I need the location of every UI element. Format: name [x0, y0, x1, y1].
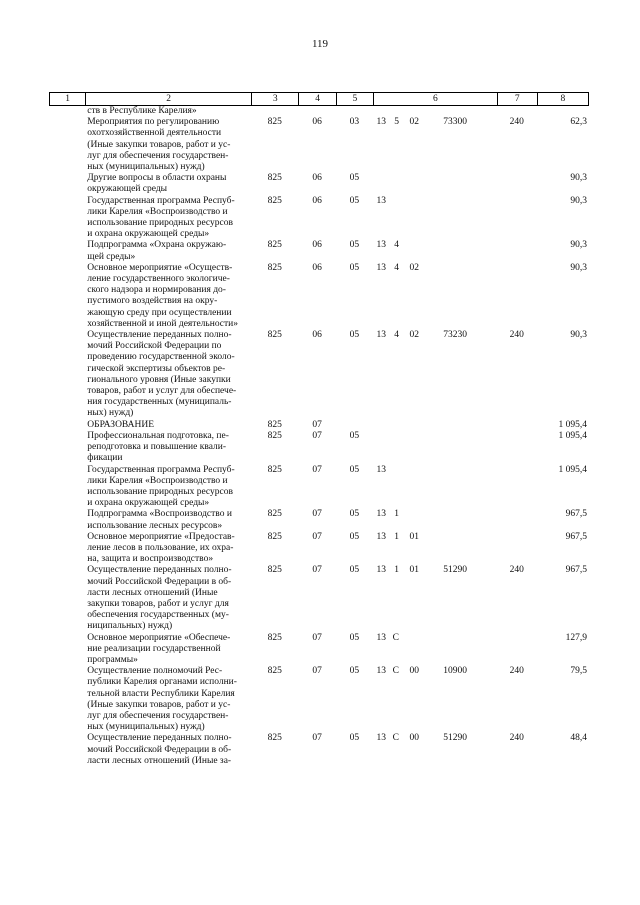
cell-target-article: [373, 117, 497, 173]
cell-section-code: 06: [312, 240, 322, 251]
cell-target-article: [373, 196, 497, 241]
cell-event-code: 01: [409, 531, 419, 542]
cell-program-code: 13: [376, 330, 386, 341]
cell-program-code: 13: [376, 531, 386, 542]
cell-expense-type: [497, 196, 537, 241]
cell-description: Основное мероприятие «Осуществ- ление государственного экологиче- ского надзора и нормирования до- пустимого воздействия на окру- жающую среду при осуществлении хозяйственной и иной деятельности»: [87, 262, 239, 329]
cell-amount: 90,3: [570, 195, 587, 206]
cell-section-code: 07: [312, 565, 322, 576]
cell-program-code: [373, 173, 386, 195]
cell-description: Осуществление полномочий Рес- публики Карелия органами исполни- тельной власти Республики Карелия (Иные закупки товаров, работ и ус- луг для обеспечения государствен- ных (муниципальных) нужд): [87, 666, 237, 733]
cell-program-code: 13: [376, 733, 386, 744]
table-row: [49, 330, 589, 420]
header-col-3: 3: [251, 93, 299, 105]
table-row: [49, 420, 589, 431]
cell-col-1: [49, 465, 85, 510]
cell-expense-type: [497, 263, 537, 330]
cell-ministry-code: 825: [267, 565, 282, 576]
cell-direction-code: [419, 263, 467, 330]
cell-description: Основное мероприятие «Обеспече- ние реализации государственной программы»: [87, 632, 231, 665]
table-row: [49, 565, 589, 632]
cell-event-code: [399, 240, 419, 262]
cell-direction-code: [419, 431, 467, 465]
header-col-8: 8: [537, 93, 589, 105]
cell-expense-type: 240: [509, 733, 524, 744]
table-row: [49, 196, 589, 241]
cell-subprogram-code: 4: [394, 330, 399, 341]
table-body: [49, 106, 589, 767]
cell-program-code: 13: [376, 666, 386, 677]
table-row: [49, 733, 589, 767]
cell-amount: 967,5: [565, 509, 587, 520]
cell-amount: 1 095,4: [558, 419, 587, 430]
cell-subsection-code: [336, 420, 373, 431]
cell-expense-type: 240: [509, 666, 524, 677]
cell-col-1: [49, 431, 85, 465]
cell-ministry-code: 825: [267, 531, 282, 542]
cell-program-code: [373, 106, 386, 117]
cell-target-article: [373, 633, 497, 667]
cell-subprogram-code: [386, 431, 399, 465]
cell-expense-type: 240: [509, 330, 524, 341]
cell-direction-code: 73300: [443, 117, 467, 128]
cell-target-article: [373, 420, 497, 431]
cell-subprogram-code: [386, 196, 399, 241]
cell-expense-type: [497, 420, 537, 431]
header-col-4: 4: [298, 93, 335, 105]
header-col-1: 1: [49, 93, 85, 105]
cell-col-1: [49, 532, 85, 566]
cell-expense-type: [497, 240, 537, 262]
cell-amount: 90,3: [570, 173, 587, 184]
cell-ministry-code: 825: [267, 195, 282, 206]
cell-col-1: [49, 633, 85, 667]
cell-subprogram-code: С: [392, 632, 399, 643]
cell-section-code: 07: [312, 666, 322, 677]
cell-target-article: [373, 106, 497, 117]
cell-event-code: [399, 173, 419, 195]
cell-ministry-code: 825: [267, 733, 282, 744]
cell-description: Мероприятия по регулированию охотхозяйственной деятельности (Иные закупки товаров, работ и ус- луг для обеспечения государствен- ных (муниципальных) нужд): [87, 117, 231, 173]
cell-col-1: [49, 117, 85, 173]
cell-direction-code: [419, 509, 467, 531]
cell-direction-code: [419, 240, 467, 262]
cell-amount: 48,4: [570, 733, 587, 744]
cell-program-code: 13: [376, 117, 386, 128]
cell-direction-code: [419, 196, 467, 241]
cell-section-code: 06: [312, 330, 322, 341]
cell-amount: 967,5: [565, 565, 587, 576]
cell-event-code: [399, 431, 419, 465]
cell-col-1: [49, 509, 85, 531]
cell-target-article: [373, 532, 497, 566]
cell-subsection-code: 05: [349, 666, 360, 677]
table-row: [49, 509, 589, 531]
cell-subsection-code: 05: [349, 509, 360, 520]
cell-event-code: [399, 465, 419, 510]
table-row: [49, 666, 589, 733]
cell-ministry-code: 825: [267, 430, 282, 441]
table-row: [49, 465, 589, 510]
header-col-7: 7: [497, 93, 537, 105]
cell-direction-code: 51290: [443, 733, 467, 744]
cell-program-code: 13: [376, 565, 386, 576]
cell-ministry-code: 825: [267, 419, 282, 430]
table-header-row: [49, 92, 589, 106]
cell-target-article: [373, 173, 497, 195]
page-number: 119: [311, 38, 329, 50]
cell-description: Осуществление переданных полно- мочий Российской Федерации в об- ласти лесных отношений (Иные за-: [87, 733, 232, 766]
cell-subsection-code: 05: [349, 430, 360, 441]
cell-event-code: [399, 633, 419, 667]
cell-amount: 127,9: [565, 632, 587, 643]
cell-event-code: [399, 106, 419, 117]
cell-expense-type: [497, 633, 537, 667]
cell-program-code: 13: [376, 464, 386, 475]
table-row: [49, 240, 589, 262]
cell-program-code: 13: [376, 632, 386, 643]
cell-target-article: [373, 431, 497, 465]
table-row: [49, 431, 589, 465]
cell-subprogram-code: С: [392, 666, 399, 677]
cell-amount: 90,3: [570, 262, 587, 273]
cell-subsection-code: 05: [349, 632, 360, 643]
cell-expense-type: [497, 431, 537, 465]
cell-ministry-code: 825: [267, 666, 282, 677]
cell-amount: 967,5: [565, 531, 587, 542]
cell-description: Осуществление переданных полно- мочий Российской Федерации по проведению государственной эколо- гической экспертизы объектов ре- гионального уровня (Иные закупки товаров, работ и услуг для обеспече- ния государственных (муниципаль- ных) нужд): [87, 330, 237, 419]
cell-section-code: 07: [312, 531, 322, 542]
cell-section-code: 06: [312, 173, 322, 184]
cell-subsection-code: 03: [349, 117, 360, 128]
cell-program-code: [373, 431, 386, 465]
cell-col-1: [49, 330, 85, 420]
cell-section-code: 07: [312, 464, 322, 475]
table-row: [49, 117, 589, 173]
cell-program-code: 13: [376, 240, 386, 251]
cell-section-code: 07: [312, 430, 322, 441]
cell-event-code: 02: [409, 117, 419, 128]
cell-amount: 90,3: [570, 330, 587, 341]
cell-event-code: 02: [409, 262, 419, 273]
cell-target-article: [373, 240, 497, 262]
cell-target-article: [373, 263, 497, 330]
cell-section-code: 07: [312, 632, 322, 643]
cell-amount: [537, 106, 589, 117]
cell-target-article: [373, 509, 497, 531]
cell-amount: 1 095,4: [558, 464, 587, 475]
cell-section-code: 06: [312, 262, 322, 273]
header-col-6: 6: [373, 93, 497, 105]
cell-expense-type: [497, 173, 537, 195]
cell-description: ОБРАЗОВАНИЕ: [87, 419, 155, 430]
cell-subsection-code: 05: [349, 262, 360, 273]
cell-subprogram-code: С: [392, 733, 399, 744]
table-row: [49, 263, 589, 330]
cell-amount: 62,3: [570, 117, 587, 128]
cell-subsection-code: 05: [349, 195, 360, 206]
header-col-2: 2: [85, 93, 251, 105]
cell-event-code: 02: [409, 330, 419, 341]
cell-target-article: [373, 465, 497, 510]
cell-ministry-code: 825: [267, 632, 282, 643]
cell-subprogram-code: [386, 420, 399, 431]
cell-col-1: [49, 173, 85, 195]
table-row: [49, 633, 589, 667]
cell-subsection-code: 05: [349, 330, 360, 341]
cell-target-article: [373, 666, 497, 733]
cell-subsection-code: 05: [349, 464, 360, 475]
cell-event-code: [399, 420, 419, 431]
cell-expense-type: [497, 532, 537, 566]
cell-program-code: 13: [376, 262, 386, 273]
cell-subprogram-code: [386, 465, 399, 510]
cell-description: Государственная программа Респуб- лики Карелия «Воспроизводство и использование природных ресурсов и охрана окружающей среды»: [87, 195, 235, 240]
cell-direction-code: [419, 173, 467, 195]
cell-program-code: 13: [376, 195, 386, 206]
cell-direction-code: [419, 633, 467, 667]
cell-direction-code: [419, 106, 467, 117]
cell-description: Государственная программа Респуб- лики Карелия «Воспроизводство и использование природных ресурсов и охрана окружающей среды»: [87, 464, 235, 509]
cell-description: Основное мероприятие «Предостав- ление лесов в пользование, их охра- на, защита и воспроизводство»: [87, 531, 235, 565]
cell-subsection-code: 05: [349, 565, 360, 576]
cell-description: Осуществление переданных полно- мочий Российской Федерации в об- ласти лесных отношений (Иные закупки товаров, работ и услуг для обеспечения государственных (му- ниципальных) нужд): [87, 565, 232, 632]
cell-event-code: [399, 509, 419, 531]
cell-subprogram-code: [386, 173, 399, 195]
cell-col-1: [49, 240, 85, 262]
cell-target-article: [373, 330, 497, 420]
cell-description: Профессиональная подготовка, пе- реподготовка и повышение квали- фикации: [87, 430, 229, 464]
cell-subsection-code: 05: [349, 240, 360, 251]
cell-expense-type: 240: [509, 117, 524, 128]
table-row: [49, 173, 589, 195]
cell-expense-type: [497, 106, 537, 117]
cell-subprogram-code: 1: [394, 531, 399, 542]
cell-subprogram-code: [386, 106, 399, 117]
cell-event-code: 00: [409, 733, 419, 744]
cell-col-1: [49, 263, 85, 330]
cell-section-code: 06: [312, 195, 322, 206]
cell-subprogram-code: 1: [394, 509, 399, 520]
cell-amount: 1 095,4: [558, 430, 587, 441]
cell-target-article: [373, 733, 497, 767]
cell-expense-type: [497, 509, 537, 531]
cell-col-1: [49, 196, 85, 241]
table-row: [49, 532, 589, 566]
cell-col-1: [49, 106, 85, 117]
cell-description: Другие вопросы в области охраны окружающей среды: [87, 173, 227, 195]
cell-target-article: [373, 565, 497, 632]
cell-subsection-code: 05: [349, 733, 360, 744]
cell-direction-code: [419, 532, 467, 566]
cell-direction-code: [419, 465, 467, 510]
cell-ministry-code: 825: [267, 262, 282, 273]
cell-direction-code: 51290: [443, 565, 467, 576]
cell-direction-code: [419, 420, 467, 431]
cell-event-code: 01: [409, 565, 419, 576]
cell-col-1: [49, 565, 85, 632]
cell-expense-type: [497, 465, 537, 510]
cell-description: Подпрограмма «Охрана окружаю- щей среды»: [87, 240, 227, 262]
cell-section-code: [299, 106, 336, 117]
cell-event-code: [399, 196, 419, 241]
cell-section-code: 06: [312, 117, 322, 128]
cell-col-1: [49, 420, 85, 431]
cell-ministry-code: 825: [267, 464, 282, 475]
cell-col-1: [49, 733, 85, 767]
cell-direction-code: 10900: [443, 666, 467, 677]
cell-ministry-code: 825: [267, 240, 282, 251]
cell-event-code: 00: [409, 666, 419, 677]
budget-table: [49, 92, 589, 767]
cell-amount: 79,5: [570, 666, 587, 677]
cell-amount: 90,3: [570, 240, 587, 251]
cell-subsection-code: [336, 106, 373, 117]
cell-ministry-code: 825: [267, 509, 282, 520]
cell-subprogram-code: 5: [394, 117, 399, 128]
cell-subsection-code: 05: [349, 173, 360, 184]
table-row: [49, 106, 589, 117]
cell-subprogram-code: 4: [394, 262, 399, 273]
cell-ministry-code: 825: [267, 330, 282, 341]
cell-program-code: 13: [376, 509, 386, 520]
cell-section-code: 07: [312, 419, 322, 430]
cell-col-1: [49, 666, 85, 733]
cell-section-code: 07: [312, 509, 322, 520]
cell-ministry-code: 825: [267, 173, 282, 184]
cell-direction-code: 73230: [443, 330, 467, 341]
cell-ministry-code: [251, 106, 298, 117]
cell-description: Подпрограмма «Воспроизводство и использование лесных ресурсов»: [87, 509, 232, 531]
header-col-5: 5: [336, 93, 373, 105]
cell-section-code: 07: [312, 733, 322, 744]
cell-ministry-code: 825: [267, 117, 282, 128]
cell-subprogram-code: 4: [394, 240, 399, 251]
cell-description: ств в Республике Карелия»: [87, 106, 197, 116]
cell-subprogram-code: 1: [394, 565, 399, 576]
cell-expense-type: 240: [509, 565, 524, 576]
cell-subsection-code: 05: [349, 531, 360, 542]
cell-program-code: [373, 420, 386, 431]
